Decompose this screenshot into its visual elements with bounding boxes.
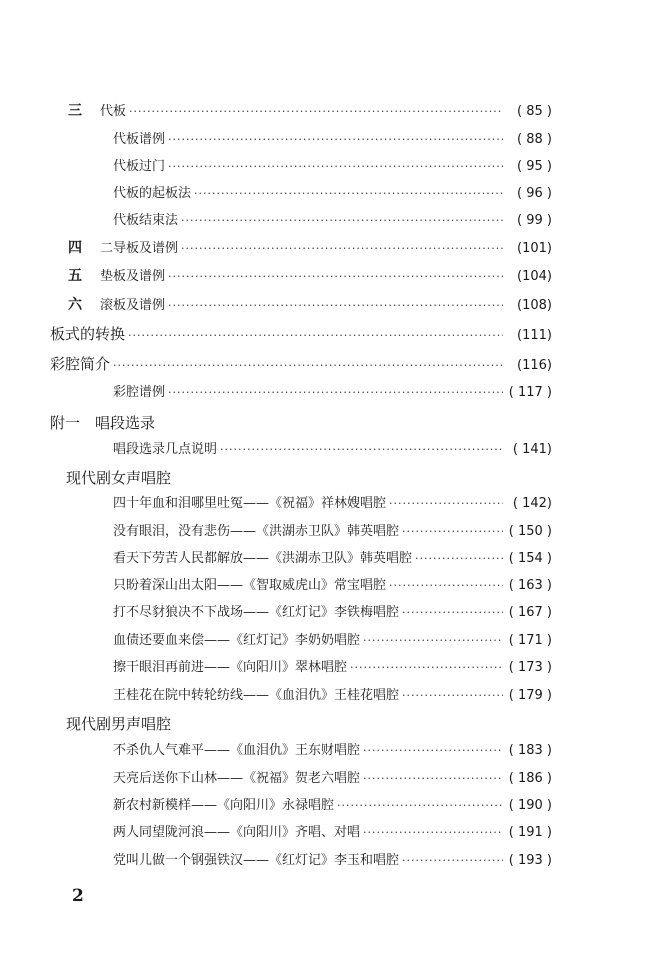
toc-entry	[113, 796, 552, 816]
entry-label: 血债还要血来偿——《红灯记》李奶奶唱腔	[113, 633, 361, 648]
entry-page: ( 95 )	[517, 159, 552, 174]
leader-dots	[113, 356, 503, 376]
toc-entry-section-3	[68, 101, 552, 121]
toc-entry	[113, 823, 552, 843]
toc-entry-section-5	[68, 266, 552, 286]
leader-dots	[363, 741, 503, 761]
toc-entry	[113, 769, 552, 789]
leader-dots	[128, 326, 503, 346]
toc-entry	[113, 741, 552, 761]
entry-label: 擦干眼泪再前进——《向阳川》翠林唱腔	[113, 660, 348, 675]
page-number: 2	[72, 886, 84, 906]
entry-page: ( 193 )	[508, 853, 552, 868]
entry-page: ( 150 )	[508, 524, 552, 539]
entry-label: 滚板及谱例	[100, 298, 166, 313]
leader-dots	[363, 769, 503, 789]
entry-label: 代板的起板法	[113, 186, 192, 201]
entry-page: ( 117 )	[508, 385, 552, 400]
leader-dots	[181, 211, 503, 231]
entry-label: 代板	[100, 104, 127, 119]
entry-page: ( 179 )	[508, 688, 552, 703]
leader-dots	[350, 658, 503, 678]
entry-label: 王桂花在院中转轮纺线——《血泪仇》王桂花唱腔	[113, 688, 400, 703]
entry-label: 代板过门	[113, 159, 166, 174]
toc-entry-section-4	[68, 238, 552, 258]
entry-page: ( 167 )	[508, 605, 552, 620]
entry-label: 四十年血和泪哪里吐冤——《祝福》祥林嫂唱腔	[113, 496, 387, 511]
toc-entry	[113, 603, 552, 623]
toc-entry-banshi	[50, 324, 552, 344]
section-number: 六	[68, 297, 82, 313]
entry-label: 二导板及谱例	[100, 241, 179, 256]
male-section-heading: 现代剧男声唱腔	[66, 715, 172, 733]
entry-page: ( 173 )	[508, 660, 552, 675]
section-number: 五	[68, 268, 82, 284]
entry-page: (104)	[517, 269, 552, 284]
entry-page: ( 96 )	[517, 186, 552, 201]
leader-dots	[363, 631, 503, 651]
leader-dots	[220, 440, 503, 460]
leader-dots	[363, 823, 503, 843]
toc-entry	[113, 184, 552, 204]
leader-dots	[389, 576, 503, 596]
entry-page: ( 154 )	[508, 551, 552, 566]
toc-entry	[113, 658, 552, 678]
leader-dots	[194, 184, 503, 204]
entry-label: 不杀仇人气难平——《血泪仇》王东财唱腔	[113, 743, 361, 758]
entry-label: 党叫儿做一个钢强铁汉——《红灯记》李玉和唱腔	[113, 853, 400, 868]
toc-entry	[113, 440, 552, 460]
toc-entry	[113, 686, 552, 706]
toc-entry	[113, 383, 552, 403]
entry-page: ( 142)	[512, 496, 552, 511]
entry-label: 新农村新模样——《向阳川》永禄唱腔	[113, 798, 335, 813]
entry-page: ( 163 )	[508, 578, 552, 593]
leader-dots	[168, 157, 503, 177]
entry-page: ( 191 )	[508, 825, 552, 840]
entry-page: ( 141)	[512, 442, 552, 457]
entry-page: ( 171 )	[508, 633, 552, 648]
entry-label: 彩腔谱例	[113, 385, 166, 400]
entry-page: (108)	[517, 298, 552, 313]
toc-entry	[113, 549, 552, 569]
entry-page: (116)	[517, 358, 552, 373]
toc-entry	[113, 522, 552, 542]
entry-page: (111)	[517, 328, 552, 343]
leader-dots	[402, 522, 503, 542]
toc-entry	[113, 211, 552, 231]
entry-page: (101)	[517, 241, 552, 256]
toc-entry	[113, 576, 552, 596]
entry-label: 代板结束法	[113, 213, 179, 228]
toc-entry	[113, 157, 552, 177]
leader-dots	[402, 686, 503, 706]
toc-entry-caiqiang	[50, 354, 552, 374]
leader-dots	[402, 603, 503, 623]
entry-label: 两人同望陇河浪——《向阳川》齐唱、对唱	[113, 825, 361, 840]
entry-label: 没有眼泪，没有悲伤——《洪湖赤卫队》韩英唱腔	[113, 524, 400, 539]
entry-label: 唱段选录几点说明	[113, 442, 218, 457]
entry-page: ( 183 )	[508, 743, 552, 758]
toc-entry-section-6	[68, 295, 552, 315]
leader-dots	[168, 130, 503, 150]
toc-entry	[113, 130, 552, 150]
entry-page: ( 186 )	[508, 771, 552, 786]
entry-label: 垫板及谱例	[100, 269, 166, 284]
entry-label: 板式的转换	[50, 325, 126, 343]
leader-dots	[168, 383, 503, 403]
appendix-heading: 附一 唱段选录	[50, 414, 156, 432]
entry-label: 代板谱例	[113, 132, 166, 147]
leader-dots	[168, 267, 503, 287]
leader-dots	[415, 549, 503, 569]
leader-dots	[168, 296, 503, 316]
section-number: 四	[68, 240, 82, 256]
entry-label: 打不尽豺狼决不下战场——《红灯记》李铁梅唱腔	[113, 605, 400, 620]
section-number: 三	[68, 103, 82, 119]
entry-label: 只盼着深山出太阳——《智取威虎山》常宝唱腔	[113, 578, 387, 593]
leader-dots	[129, 102, 503, 122]
entry-label: 天亮后送你下山林——《祝福》贺老六唱腔	[113, 771, 361, 786]
entry-label: 看天下劳苦人民都解放——《洪湖赤卫队》韩英唱腔	[113, 551, 413, 566]
leader-dots	[181, 239, 503, 259]
toc-entry	[113, 851, 552, 871]
entry-label: 彩腔简介	[50, 355, 111, 373]
leader-dots	[402, 851, 503, 871]
entry-page: ( 99 )	[517, 213, 552, 228]
entry-page: ( 190 )	[508, 798, 552, 813]
entry-page: ( 88 )	[517, 132, 552, 147]
leader-dots	[389, 494, 503, 514]
entry-page: ( 85 )	[517, 104, 552, 119]
toc-entry	[113, 631, 552, 651]
female-section-heading: 现代剧女声唱腔	[66, 469, 172, 487]
toc-entry	[113, 494, 552, 514]
leader-dots	[337, 796, 503, 816]
